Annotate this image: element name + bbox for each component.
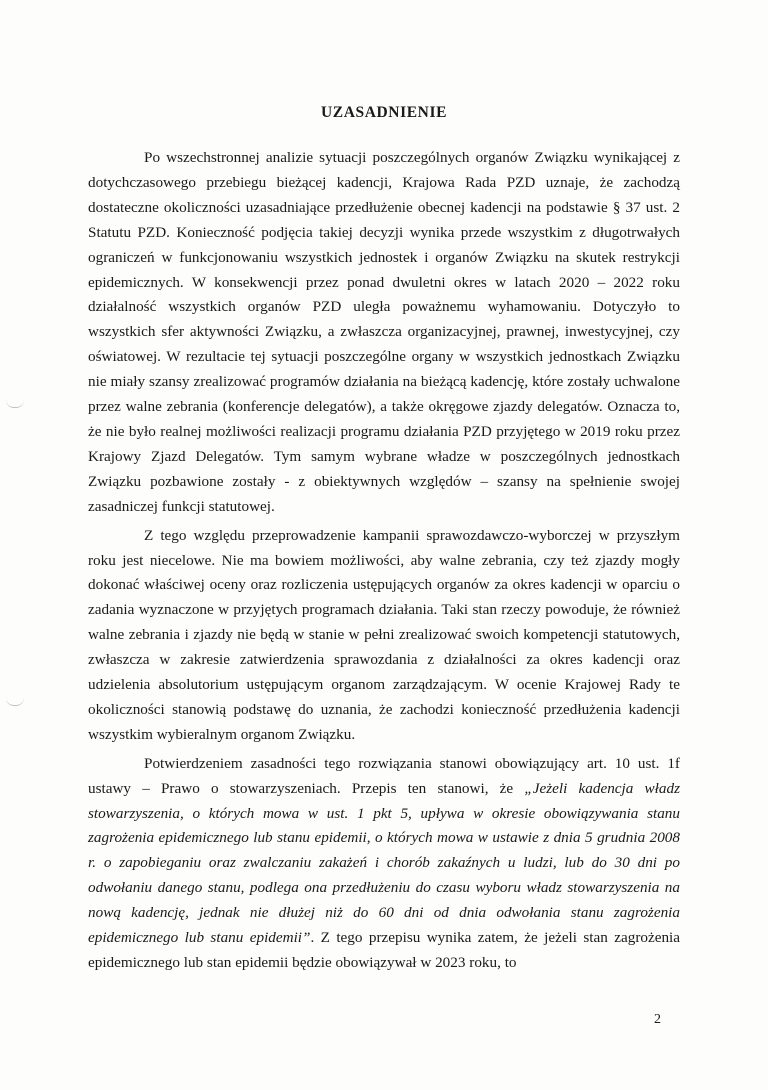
punch-hole-mark-upper — [6, 400, 24, 408]
paragraph-3-continuation: . Z tego przepisu wynika zatem, że jeżeli stan zagrożenia epidemicznego lub stan epidemii będzie obowiązywał w 2023 roku, to — [88, 929, 681, 971]
paragraph-2: Z tego względu przeprowadzenie kampanii sprawozdawczo-wyborczej w przyszłym roku jest niecelowe. Nie ma bowiem możliwości, aby walne zebrania, czy też zjazdy mogły dokonać właściwej oceny oraz rozliczenia ustępujących organów za okres kadencji w oparciu o zadania wyznaczone w przyjętych programach działania. Taki stan rzeczy powoduje, że również walne zebrania i zjazdy nie będą w stanie w pełni zrealizować swoich kompetencji statutowych, zwłaszcza w zakresie zatwierdzenia sprawozdania z działalności za okres kadencji oraz udzielenia absolutorium ustępującym organom zarządzającym. W ocenie Krajowej Rady te okoliczności stanowią podstawę do uznania, że zachodzi konieczność przedłużenia kadencji wszystkim wybieralnym organom Związku. — [88, 526, 680, 743]
paragraph-3 — [88, 752, 680, 976]
punch-hole-mark-lower — [6, 698, 24, 706]
page-number: 2 — [654, 1012, 661, 1027]
document-body — [88, 104, 680, 976]
statute-quote: „Jeżeli kadencja władz stowarzyszenia, o których mowa w ust. 1 pkt 5, upływa w okresie obowiązywania stanu zagrożenia epidemicznego lub stanu epidemii, o których mowa w ustawie z dnia 5 grudnia 2008 r. o zapobieganiu oraz zwalczaniu zakażeń i chorób zakaźnych u ludzi, lub do 30 dni po odwołaniu danego stanu, podlega ona przedłużeniu do czasu wyboru władz stowarzyszenia na nową kadencję, jednak nie dłużej niż do 60 dni od dnia odwołania stanu zagrożenia epidemicznego lub stanu epidemii” — [88, 779, 680, 947]
document-title: UZASADNIENIE — [320, 104, 448, 121]
paragraph-1: Po wszechstronnej analizie sytuacji poszczególnych organów Związku wynikającej z dotychczasowego przebiegu bieżącej kadencji, Krajowa Rada PZD uznaje, że zachodzą dostateczne okoliczności uzasadniające przedłużenie obecnej kadencji na podstawie § 37 ust. 2 Statutu PZD. Konieczność podjęcia takiej decyzji wynika przede wszystkim z długotrwałych ograniczeń w funkcjonowaniu wszystkich jednostek i organów Związku na skutek restrykcji epidemicznych. W konsekwencji przez ponad dwuletni okres w latach 2020 – 2022 roku działalność wszystkich organów PZD uległa poważnemu wyhamowaniu. Dotyczyło to wszystkich sfer aktywności Związku, a zwłaszcza organizacyjnej, prawnej, inwestycyjnej, czy oświatowej. W rezultacie tej sytuacji poszczególne organy w wszystkich jednostkach Związku nie miały szansy zrealizować programów działania na bieżącą kadencję, które zostały uchwalone przez walne zebrania (konferencje delegatów), a także okręgowe zjazdy delegatów. Oznacza to, że nie było realnej możliwości realizacji programu działania PZD przyjętego w 2019 roku przez Krajowy Zjazd Delegatów. Tym samym wybrane władze w poszczególnych jednostkach Związku pozbawione zostały - z obiektywnych względów – szansy na spełnienie swojej zasadniczej funkcji statutowej. — [88, 149, 680, 515]
paragraph-3-intro: Potwierdzeniem zasadności tego rozwiązania stanowi obowiązujący art. 10 ust. 1f ustawy – Prawo o stowarzyszeniach. Przepis ten stanowi, że — [88, 754, 680, 797]
